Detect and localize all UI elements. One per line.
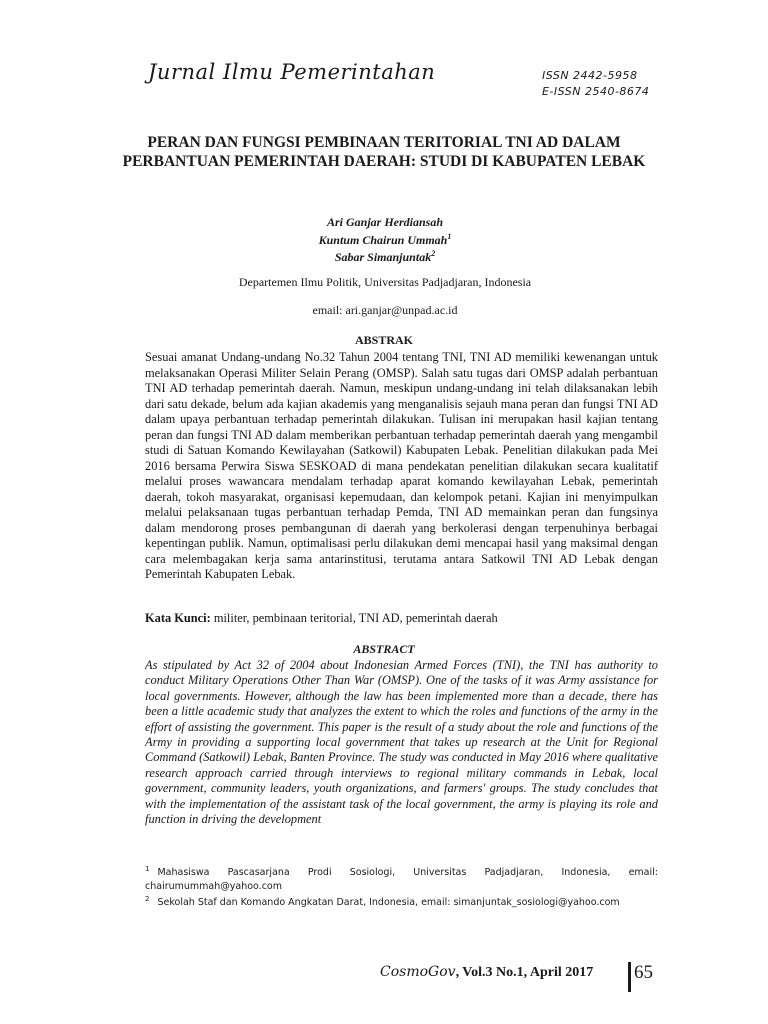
page-footer xyxy=(380,964,593,981)
footer-divider xyxy=(628,962,631,992)
abstrak-text: Sesuai amanat Undang-undang No.32 Tahun 2004 tentang TNI, TNI AD memiliki kewenangan untuk melaksanakan Operasi Militer Selain Perang (OMSP). Salah satu tugas dari OMSP adalah perbantuan TNI AD terhadap pemerintah daerah. Namun, meskipun undang-undang ini telah dilaksanakan lebih dari satu dekade, belum ada kajian akademis yang menganalisis sejauh mana peran dan fungsi TNI AD dalam upaya perbantuan terhadap pemerintah dilakukan. Tulisan ini merupakan hasil kajian tentang peran dan fungsi TNI AD dalam memberikan perbantuan terhadap pemerintah daerah yang mengambil studi di Satuan Komando Kewilayahan (Satkowil) Kabupaten Lebak. Penelitian dilakukan pada Mei 2016 bersama Perwira Siswa SESKOAD di mana pendekatan penelitian dilakukan secara kualitatif melalui proses wawancara mendalam terhadap aparat komando kewilayahan Lebak, pemerintah daerah, tokoh masyarakat, organisasi kepemudaan, dan kelompok petani. Kajian ini menyimpulkan melalui pelaksanaan tugas perbantuan terhadap Pemda, TNI AD memainkan peran dan fungsinya dalam mendorong proses pembangunan di daerah yang berkolerasi dengan terpenuhinya berbagai kepentingan publik. Namun, optimalisasi perlu dilakukan demi mencapai hasil yang maksimal dengan cara melembagakan kerja sama antarinstitusi, terutama antara Satkowil TNI AD Lebak dengan Pemerintah Kabupaten Lebak. xyxy=(145,350,658,581)
footnote-mark: 2 xyxy=(145,895,150,904)
issn-block xyxy=(542,68,649,100)
abstract-heading: ABSTRACT xyxy=(353,642,415,656)
author-name: Ari Ganjar Herdiansah xyxy=(326,215,444,229)
footnote-mark: 1 xyxy=(145,865,150,873)
keywords xyxy=(145,611,658,626)
affiliation: Departemen Ilmu Politik, Universitas Padjadjaran, Indonesia xyxy=(238,275,532,289)
author-footnote-mark: 2 xyxy=(431,249,436,258)
footnotes xyxy=(145,863,658,910)
footer-journal: CosmoGov xyxy=(380,964,456,980)
author xyxy=(150,230,620,248)
author-list xyxy=(150,212,620,265)
abstract-text: As stipulated by Act 32 of 2004 about Indonesian Armed Forces (TNI), the TNI has authority to conduct Military Operations Other Than War (OMSP). One of the tasks of it was Army assistance for local governments. However, although the law has been implemented more than a decade, there has been a little academic study that analyzes the extent to which the roles and functions of the army in the effort of assisting the government. This paper is the result of a study about the role and functions of the Army in providing a supporting local government that takes up research at the Unit for Regional Command (Satkowil) Lebak, Banten Province. The study was conducted in May 2016 where qualitative research approach carried through interviews to regional military commands in Lebak, local government, community leaders, youth organizations, and farmers' groups. The study concludes that with the implementation of the assistant task of the local government, the army is playing its role and function in driving the development xyxy=(145,658,658,827)
author xyxy=(150,212,620,230)
eissn: E-ISSN 2540-8674 xyxy=(542,85,650,98)
journal-name: Jurnal Ilmu Pemerintahan xyxy=(148,60,436,84)
author-footnote-mark: 1 xyxy=(447,231,452,241)
footnote xyxy=(145,863,658,893)
footnote xyxy=(145,893,658,910)
author xyxy=(150,247,620,265)
author-name: Kuntum Chairun Ummah xyxy=(318,232,448,247)
issn: ISSN 2442-5958 xyxy=(542,69,638,82)
footer-volume: , Vol.3 No.1, April 2017 xyxy=(455,965,594,980)
footnote-text: Mahasiswa Pascasarjana Prodi Sosiologi, Universitas Padjadjaran, Indonesia, email: chairumummah@yahoo.com xyxy=(145,867,658,892)
keywords-label: Kata Kunci: xyxy=(145,611,211,625)
contact-email: email: ari.ganjar@unpad.ac.id xyxy=(312,303,458,317)
article-title: PERAN DAN FUNGSI PEMBINAAN TERITORIAL TNI AD DALAM PERBANTUAN PEMERINTAH DAERAH: STUDI DI KABUPATEN LEBAK xyxy=(122,134,646,170)
page-number: 65 xyxy=(634,962,653,983)
footnote-text: Sekolah Staf dan Komando Angkatan Darat, Indonesia, email: simanjuntak_sosiologi@yahoo.com xyxy=(157,897,620,909)
keywords-list: militer, pembinaan teritorial, TNI AD, pemerintah daerah xyxy=(210,611,498,625)
abstrak-heading: ABSTRAK xyxy=(354,333,413,347)
author-name: Sabar Simanjuntak xyxy=(334,250,432,264)
